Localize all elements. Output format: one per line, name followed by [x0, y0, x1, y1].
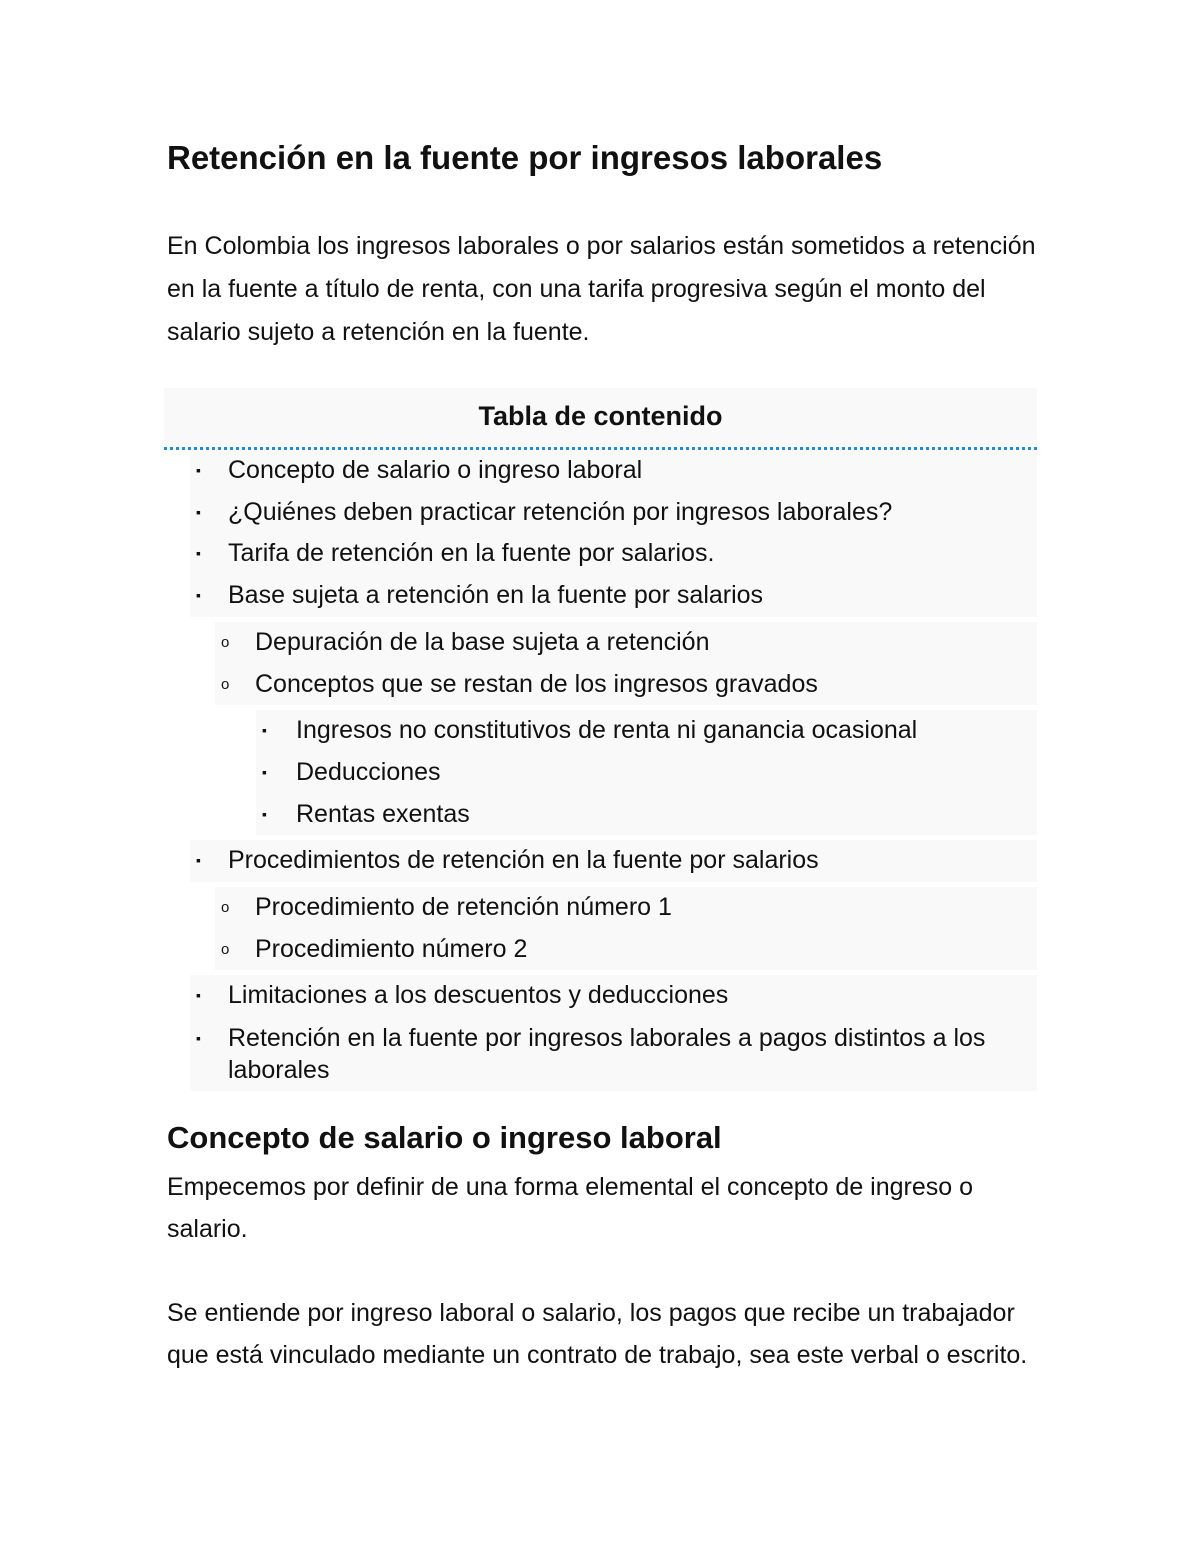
- circle-bullet-icon: o: [221, 675, 230, 693]
- toc-item-base-sujeta[interactable]: [190, 575, 1037, 617]
- toc-item-depuracion[interactable]: [215, 622, 1037, 664]
- toc-item-label: Procedimientos de retención en la fuente por salarios: [228, 846, 819, 875]
- toc-item-conceptos-restan[interactable]: [215, 664, 1037, 706]
- toc-item-label: Procedimiento de retención número 1: [255, 893, 672, 922]
- circle-bullet-icon: o: [221, 940, 230, 958]
- table-of-contents: [164, 388, 1037, 1091]
- toc-item-concepto-salario[interactable]: [190, 450, 1037, 492]
- section-paragraph: Se entiende por ingreso laboral o salario, los pagos que recibe un trabajador que está vinculado mediante un contrato de trabajo, sea este verbal o escrito.: [167, 1299, 1028, 1369]
- toc-item-procedimiento-1[interactable]: [215, 887, 1037, 929]
- toc-header: [164, 388, 1037, 450]
- square-bullet-icon: ▪: [196, 503, 201, 520]
- section-paragraph: Empecemos por definir de una forma elemental el concepto de ingreso o salario.: [167, 1173, 974, 1243]
- square-bullet-icon: ▪: [196, 987, 201, 1004]
- toc-item-deducciones[interactable]: [256, 752, 1037, 794]
- toc-item-ingresos-no-constitutivos[interactable]: [256, 710, 1037, 752]
- toc-item-pagos-distintos[interactable]: [190, 1017, 1037, 1091]
- toc-item-label: Limitaciones a los descuentos y deducciones: [228, 981, 729, 1010]
- square-bullet-icon: ▪: [262, 722, 267, 739]
- toc-item-label: Base sujeta a retención en la fuente por salarios: [228, 581, 764, 610]
- intro-paragraph: En Colombia los ingresos laborales o por salarios están sometidos a retención en la fuente a título de renta, con una tarifa progresiva según el monto del salario sujeto a retención en la fuente.: [167, 232, 1036, 346]
- square-bullet-icon: ▪: [196, 852, 201, 869]
- toc-item-label: Deducciones: [296, 757, 441, 786]
- toc-item-rentas-exentas[interactable]: [256, 794, 1037, 836]
- toc-item-label: Rentas exentas: [296, 799, 470, 828]
- circle-bullet-icon: o: [221, 633, 230, 651]
- section-heading: Concepto de salario o ingreso laboral: [167, 1120, 722, 1155]
- toc-item-quienes-deben[interactable]: [190, 492, 1037, 534]
- toc-item-label: ¿Quiénes deben practicar retención por ingresos laborales?: [228, 497, 893, 526]
- square-bullet-icon: ▪: [196, 587, 201, 604]
- toc-item-label: Tarifa de retención en la fuente por salarios.: [228, 539, 715, 568]
- page-title: Retención en la fuente por ingresos laborales: [167, 139, 883, 176]
- toc-item-procedimientos[interactable]: [190, 840, 1037, 882]
- toc-item-label: Concepto de salario o ingreso laboral: [228, 456, 643, 484]
- toc-item-label: Ingresos no constitutivos de renta ni ganancia ocasional: [296, 716, 918, 745]
- circle-bullet-icon: o: [221, 899, 230, 917]
- toc-list: [164, 450, 1037, 1091]
- toc-item-label: Procedimiento número 2: [255, 934, 528, 963]
- square-bullet-icon: ▪: [196, 545, 201, 562]
- toc-item-tarifa[interactable]: [190, 533, 1037, 575]
- toc-item-label: Depuración de la base sujeta a retención: [255, 627, 710, 656]
- square-bullet-icon: ▪: [262, 805, 267, 822]
- square-bullet-icon: ▪: [262, 763, 267, 780]
- toc-item-label: Retención en la fuente por ingresos laborales a pagos distintos a los laborales: [228, 1024, 986, 1085]
- toc-item-limitaciones[interactable]: [190, 975, 1037, 1017]
- square-bullet-icon: ▪: [196, 462, 201, 478]
- square-bullet-icon: ▪: [196, 1030, 201, 1047]
- toc-title: Tabla de contenido: [478, 401, 723, 431]
- toc-item-procedimiento-2[interactable]: [215, 929, 1037, 971]
- toc-item-label: Conceptos que se restan de los ingresos gravados: [255, 669, 818, 698]
